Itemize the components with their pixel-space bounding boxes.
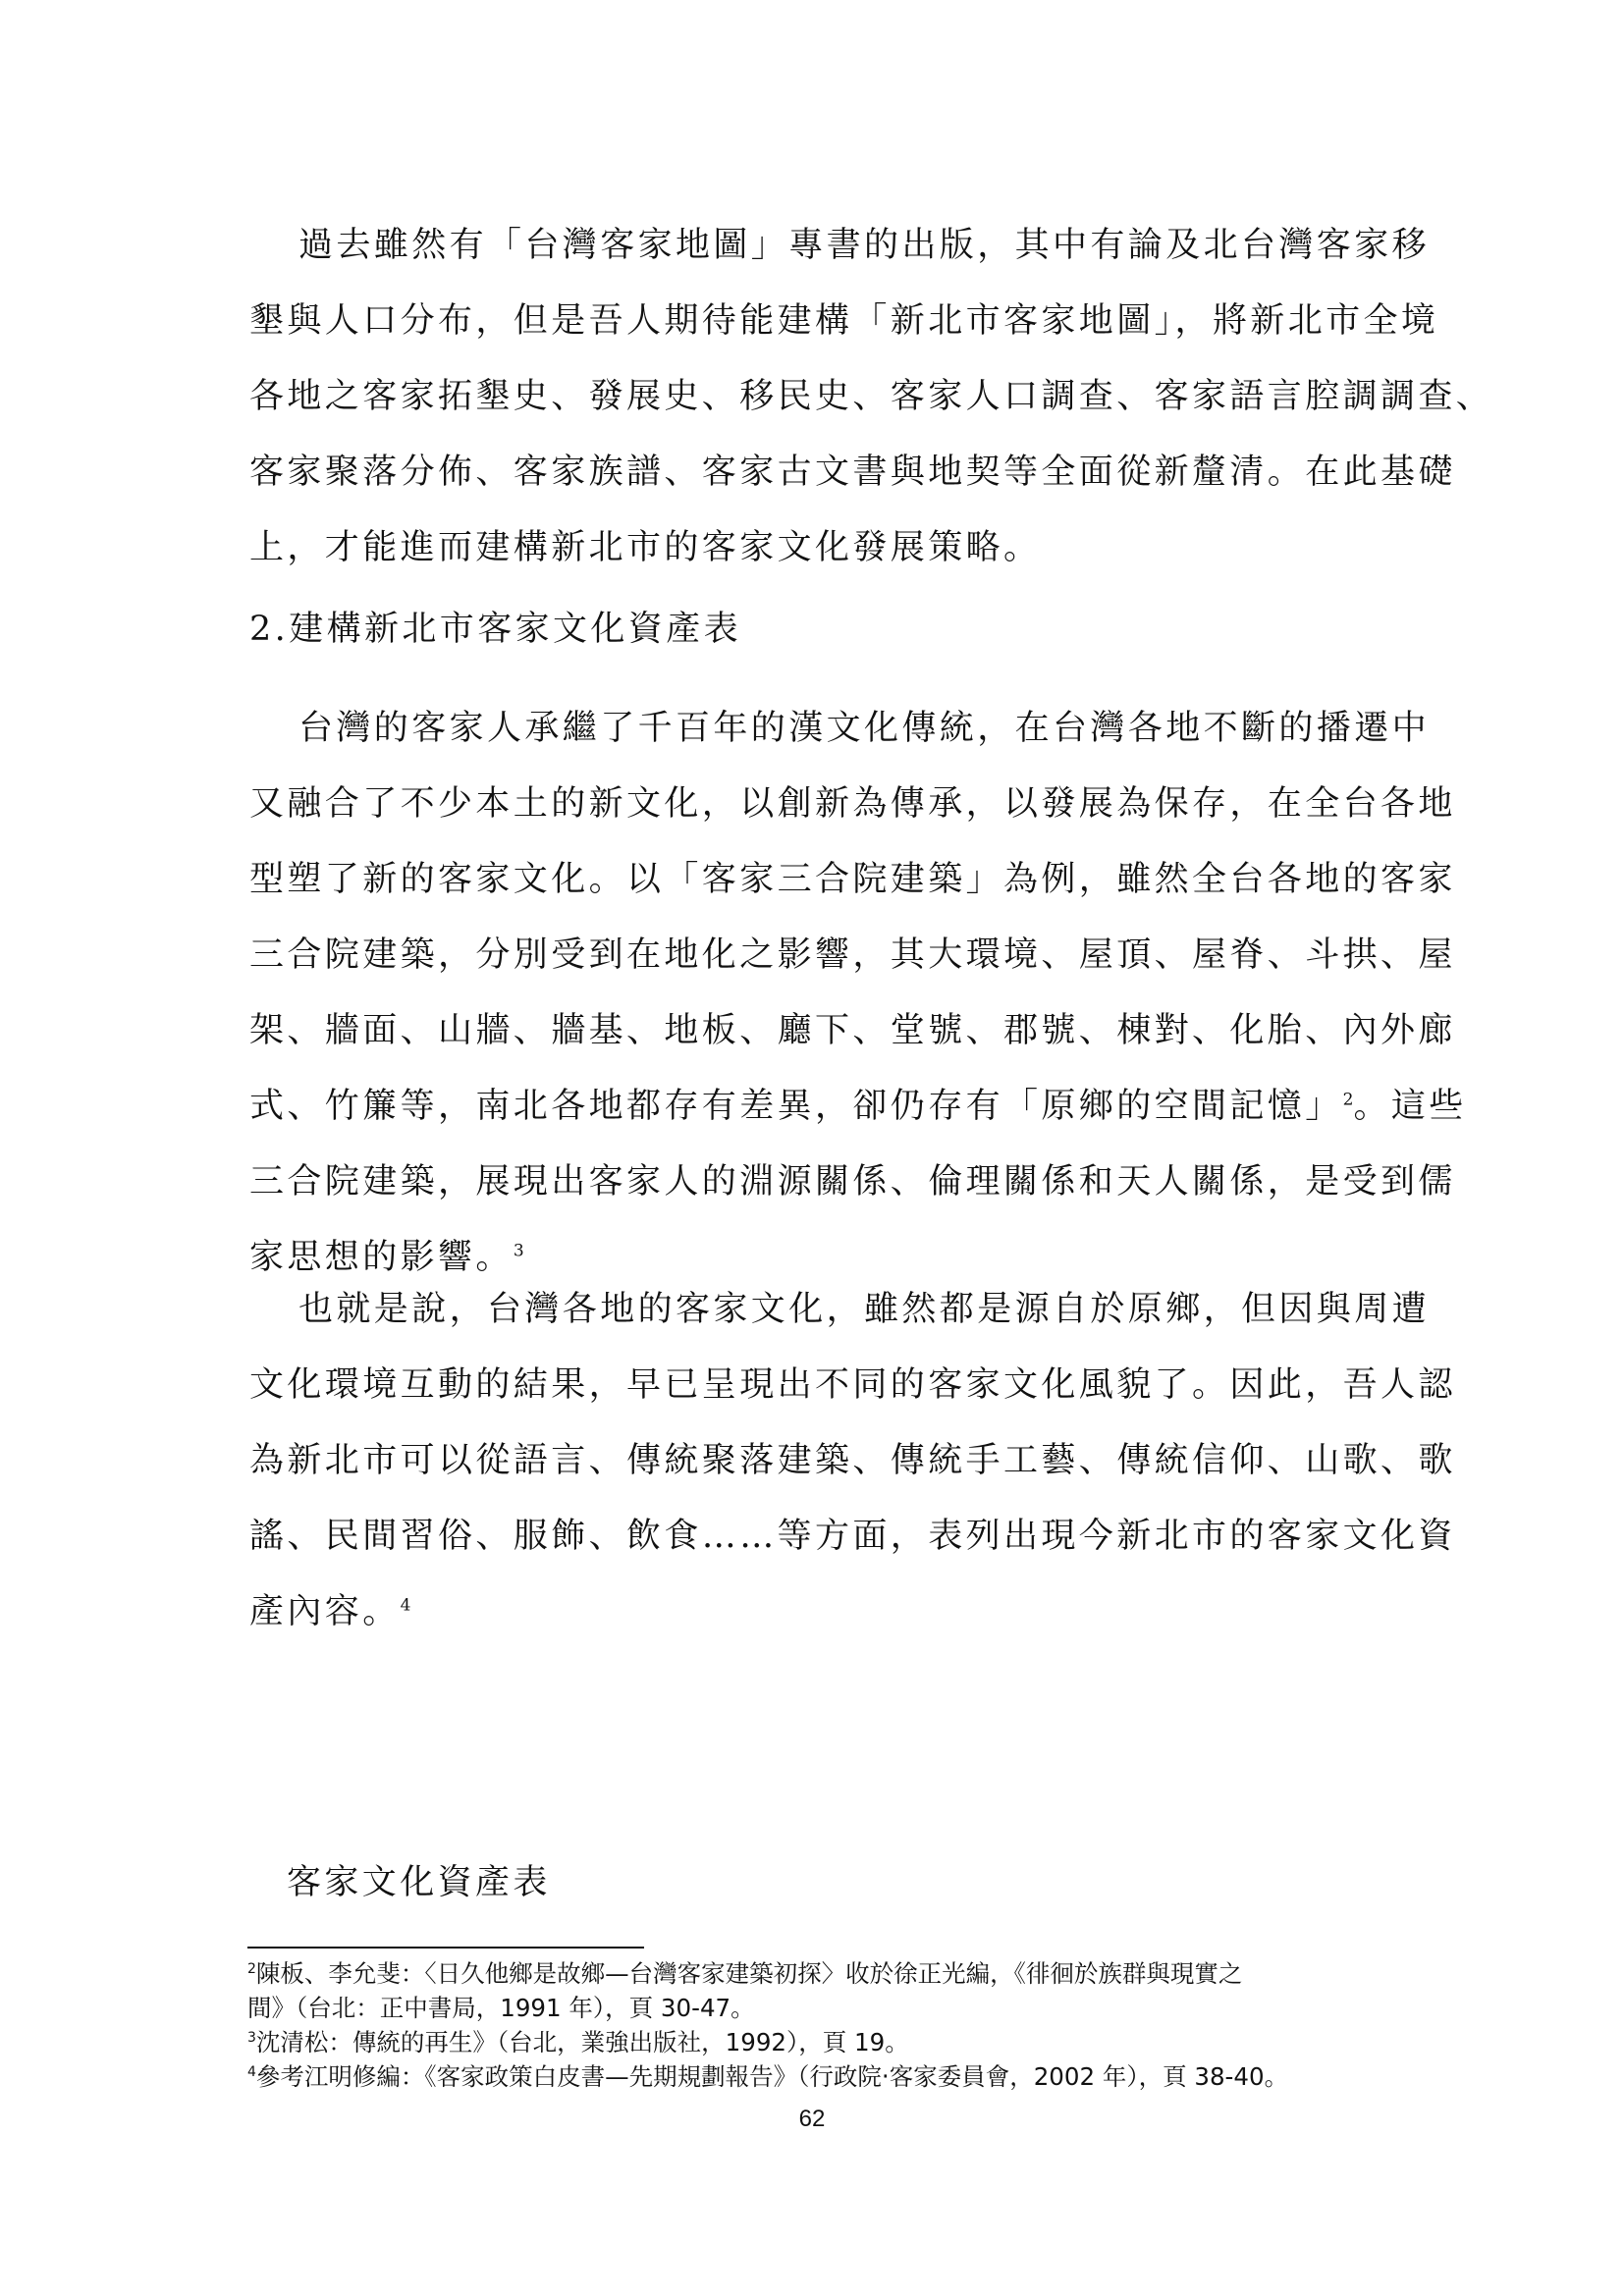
text-line: 各地之客家拓墾史、發展史、移民史、客家人口調查、客家語言腔調調查、: [249, 377, 1494, 416]
footnote-2: [247, 1956, 1396, 2025]
text-line: 上，才能進而建構新北市的客家文化發展策略。: [249, 528, 1042, 567]
footnote-number: 3: [247, 2029, 256, 2046]
paragraph-hakka-assets: [249, 1272, 1456, 1650]
text-segment: 。這些: [1353, 1087, 1467, 1126]
text-line: [249, 1575, 1388, 1650]
footnote-ref-3[interactable]: 3: [513, 1241, 524, 1261]
section-heading: 2.建構新北市客家文化資產表: [249, 610, 741, 649]
footnote-ref-2[interactable]: 2: [1342, 1090, 1354, 1110]
text-line: 文化環境互動的結果，早已呈現出不同的客家文化風貌了。因此，吾人認: [249, 1365, 1456, 1405]
paragraph-hakka-map: [249, 208, 1494, 586]
footnote-text-cont: 間》（台北：正中書局，1991 年），頁 30-47。: [247, 1994, 755, 2022]
footnotes: [247, 1956, 1396, 2094]
text-line: 型塑了新的客家文化。以「客家三合院建築」為例，雖然全台各地的客家: [249, 860, 1456, 899]
text-line: 三合院建築，展現出客家人的淵源關係、倫理關係和天人關係，是受到儒: [249, 1162, 1456, 1201]
text-line: 也就是說，台灣各地的客家文化，雖然都是源自於原鄉，但因與周遭: [298, 1290, 1431, 1329]
footnote-number: 2: [247, 1960, 256, 1977]
page-number: 62: [798, 2106, 826, 2132]
text-line: 客家聚落分佈、客家族譜、客家古文書與地契等全面從新釐清。在此基礎: [249, 453, 1456, 492]
text-line: 過去雖然有「台灣客家地圖」專書的出版，其中有論及北台灣客家移: [298, 226, 1431, 265]
text-segment: 式、竹簾等，南北各地都存有差異，卻仍存有「原鄉的空間記憶」: [249, 1087, 1343, 1126]
footnote-text: 參考江明修編：《客家政策白皮書—先期規劃報告》（行政院‧客家委員會，2002 年），頁 38-40。: [255, 2062, 1289, 2091]
paragraph-hakka-culture: [249, 691, 1467, 1296]
footnote-text: 陳板、李允斐：〈日久他鄉是故鄉—台灣客家建築初探〉收於徐正光編，《徘徊於族群與現實之: [255, 1959, 1243, 1988]
text-line: 謠、民間習俗、服飾、飲食……等方面，表列出現今新北市的客家文化資: [249, 1517, 1456, 1556]
text-line: 又融合了不少本土的新文化，以創新為傳承，以發展為保存，在全台各地: [249, 784, 1456, 824]
text-segment: 家思想的影響。: [249, 1238, 514, 1277]
table-caption: 客家文化資產表: [287, 1863, 551, 1902]
text-line: 墾與人口分布，但是吾人期待能建構「新北市客家地圖」，將新北市全境: [249, 301, 1439, 341]
footnote-3: [247, 2025, 1396, 2059]
footnote-text: 沈清松：傳統的再生》（台北，業強出版社，1992），頁 19。: [255, 2028, 909, 2056]
text-segment: 產內容。: [249, 1592, 401, 1631]
text-line: [249, 1069, 1467, 1145]
text-line: 台灣的客家人承繼了千百年的漢文化傳統，在台灣各地不斷的播遷中: [298, 709, 1431, 748]
footnote-ref-4[interactable]: 4: [400, 1595, 411, 1616]
text-line: 三合院建築，分別受到在地化之影響，其大環境、屋頂、屋脊、斗拱、屋: [249, 935, 1456, 975]
footnote-4: [247, 2059, 1396, 2094]
footnote-number: 4: [247, 2063, 256, 2080]
text-line: 為新北市可以從語言、傳統聚落建築、傳統手工藝、傳統信仰、山歌、歌: [249, 1441, 1456, 1480]
text-line: 架、牆面、山牆、牆基、地板、廳下、堂號、郡號、棟對、化胎、內外廊: [249, 1011, 1456, 1050]
footnote-divider: [247, 1947, 644, 1949]
